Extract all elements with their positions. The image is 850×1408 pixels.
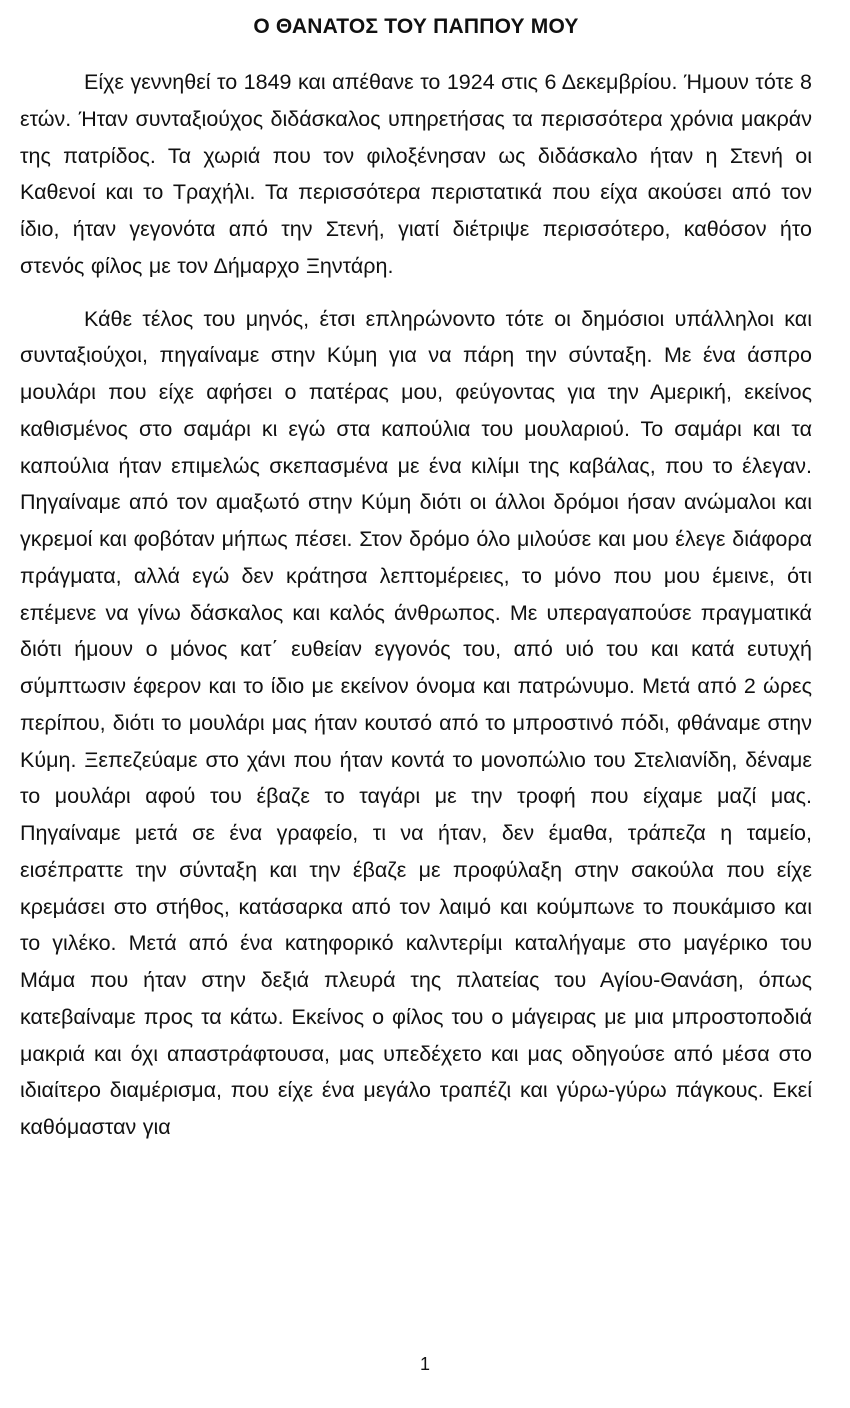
page-number: 1 bbox=[419, 1354, 430, 1374]
document-title: Ο ΘΑΝΑΤΟΣ ΤΟΥ ΠΑΠΠΟΥ ΜΟΥ bbox=[253, 15, 579, 38]
paragraph-1: Είχε γεννηθεί το 1849 και απέθανε το 1924 στις 6 Δεκεμβρίου. Ήμουν τότε 8 ετών. Ήταν συνταξιούχος διδάσκαλος υπηρετήσας τα περισσότερα χρόνια μακράν της πατρίδος. Τα χωριά που τον φιλοξένησαν ως διδάσκαλο ήταν η Στενή οι Καθενοί και το Τραχήλι. Τα περισσότερα περιστατικά που είχα ακούσει από τον ίδιο, ήταν γεγονότα από την Στενή, γιατί διέτριψε περισσότερο, καθόσον ήτο στενός φίλος με τον Δήμαρχο Ξηντάρη. bbox=[20, 70, 812, 278]
paragraph-2: Κάθε τέλος του μηνός, έτσι επληρώνοντο τότε οι δημόσιοι υπάλληλοι και συνταξιούχοι, πηγαίναμε στην Κύμη για να πάρη την σύνταξη. Με ένα άσπρο μουλάρι που είχε αφήσει ο πατέρας μου, φεύγοντας για την Αμερική, εκείνος καθισμένος στο σαμάρι κι εγώ στα καπούλια του μουλαριού. Το σαμάρι και τα καπούλια ήταν επιμελώς σκεπασμένα με ένα κιλίμι της καβάλας, που το έλεγαν. Πηγαίναμε από τον αμαξωτό στην Κύμη διότι οι άλλοι δρόμοι ήσαν ανώμαλοι και γκρεμοί και φοβόταν μήπως πέσει. Στον δρόμο όλο μιλούσε και μου έλεγε διάφορα πράγματα, αλλά εγώ δεν κράτησα λεπτομέρειες, το μόνο που μου έμεινε, ότι επέμενε να γίνω δάσκαλος και καλός άνθρωπος. Με υπεραγαπούσε πραγματικά διότι ήμουν ο μόνος κατ΄ ευθείαν εγγονός του, από υιό του και κατά ευτυχή σύμπτωσιν έφερον και το ίδιο με εκείνον όνομα και πατρώνυμο. Μετά από 2 ώρες περίπου, διότι το μουλάρι μας ήταν κουτσό από το μπροστινό πόδι, φθάναμε στην Κύμη. Ξεπεζεύαμε στο χάνι που ήταν κοντά το μονοπώλιο του Στελιανίδη, δέναμε το μουλάρι αφού του έβαζε το ταγάρι με την τροφή που είχαμε μαζί μας. Πηγαίναμε μετά σε ένα γραφείο, τι να ήταν, δεν έμαθα, τράπεζα η ταμείο, εισέπραττε την σύνταξη και την έβαζε με προφύλαξη στην σακούλα που είχε κρεμάσει στο στήθος, κατάσαρκα από τον λαιμό και κούμπωνε το πουκάμισο και το γιλέκο. Μετά από ένα κατηφορικό καλντερίμι καταλήγαμε στο μαγέρικο του Μάμα που ήταν στην δεξιά πλευρά της πλατείας του Αγίου-Θανάση, όπως κατεβαίναμε προς τα κάτω. Εκείνος ο φίλος του ο μάγειρας με μια μπροστοποδιά μακριά και όχι απαστράφτουσα, μας υπεδέχετο και μας οδηγούσε από μέσα στο ιδιαίτερο διαμέρισμα, που είχε ένα μεγάλο τραπέζι και γύρω-γύρω πάγκους. Εκεί καθόμασταν για bbox=[20, 306, 812, 1139]
